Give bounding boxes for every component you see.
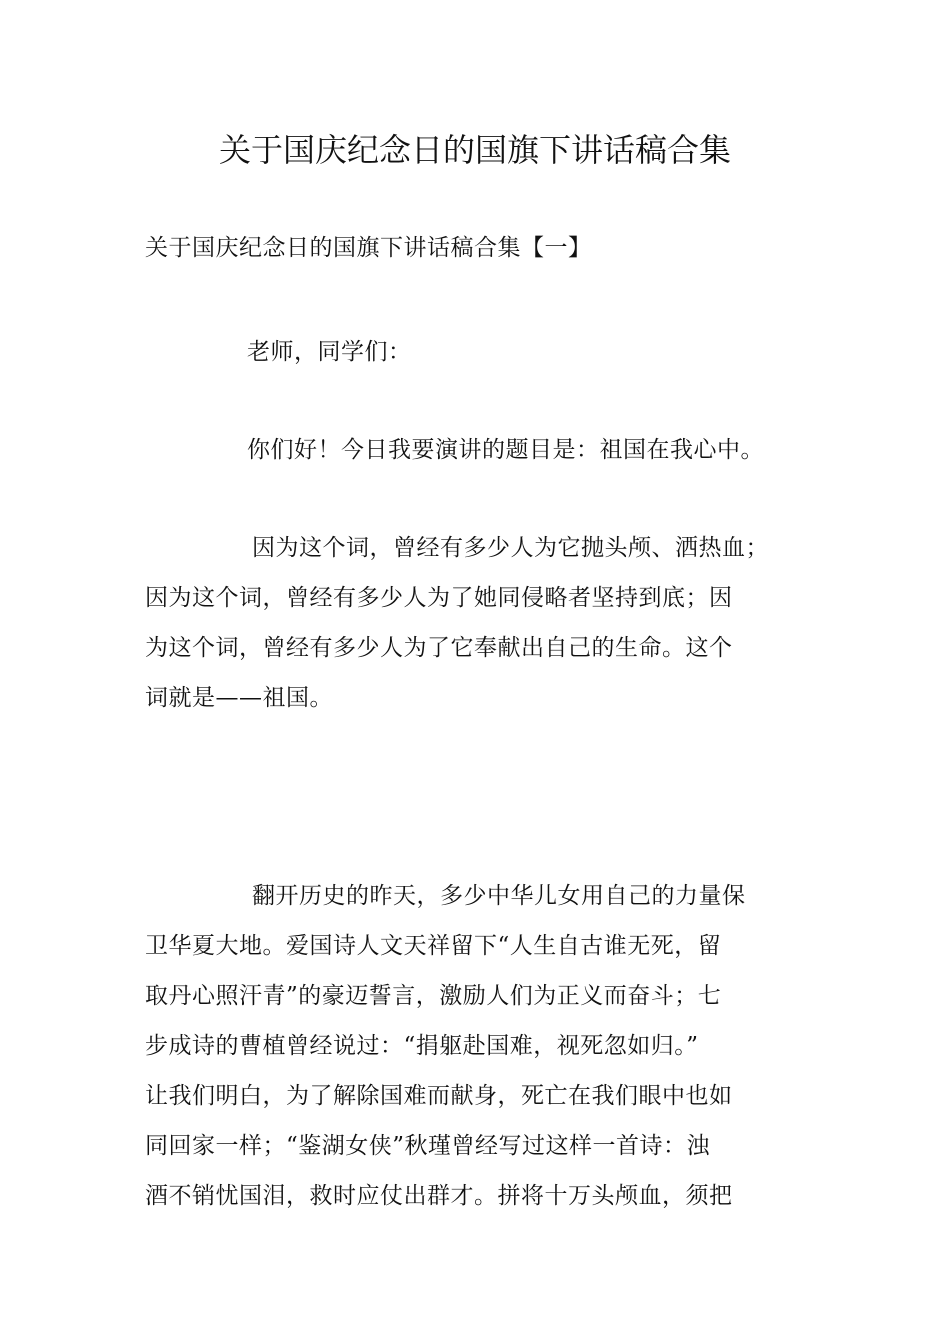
document-title: 关于国庆纪念日的国旗下讲话稿合集 — [218, 131, 731, 169]
paragraph-2-line: 同回家一样；“鉴湖女侠”秋瑾曾经写过这样一首诗：浊 — [145, 1133, 711, 1159]
paragraph-1-line: 因为这个词，曾经有多少人为它抛头颅、洒热血； — [252, 535, 769, 561]
greeting-line: 老师，同学们： — [247, 339, 412, 365]
paragraph-1-line: 因为这个词，曾经有多少人为了她同侵略者坚持到底；因 — [145, 585, 733, 611]
section-heading: 关于国庆纪念日的国旗下讲话稿合集【一】 — [145, 235, 592, 261]
paragraph-1-line: 为这个词，曾经有多少人为了它奉献出自己的生命。这个 — [145, 635, 733, 661]
intro-line: 你们好！今日我要演讲的题目是：祖国在我心中。 — [247, 437, 764, 463]
paragraph-2-line: 让我们明白，为了解除国难而献身，死亡在我们眼中也如 — [145, 1083, 733, 1109]
paragraph-2-line: 翻开历史的昨天，多少中华儿女用自己的力量保 — [252, 883, 746, 909]
paragraph-2-line: 卫华夏大地。爱国诗人文天祥留下“人生自古谁无死，留 — [145, 933, 722, 959]
paragraph-2-line: 取丹心照汗青”的豪迈誓言，激励人们为正义而奋斗；七 — [145, 983, 722, 1009]
paragraph-2-line: 酒不销忧国泪，救时应仗出群才。拼将十万头颅血，须把 — [145, 1183, 733, 1209]
paragraph-2-line: 步成诗的曹植曾经说过：“捐躯赴国难，视死忽如归。” — [145, 1033, 699, 1059]
paragraph-1-line: 词就是——祖国。 — [145, 685, 333, 711]
